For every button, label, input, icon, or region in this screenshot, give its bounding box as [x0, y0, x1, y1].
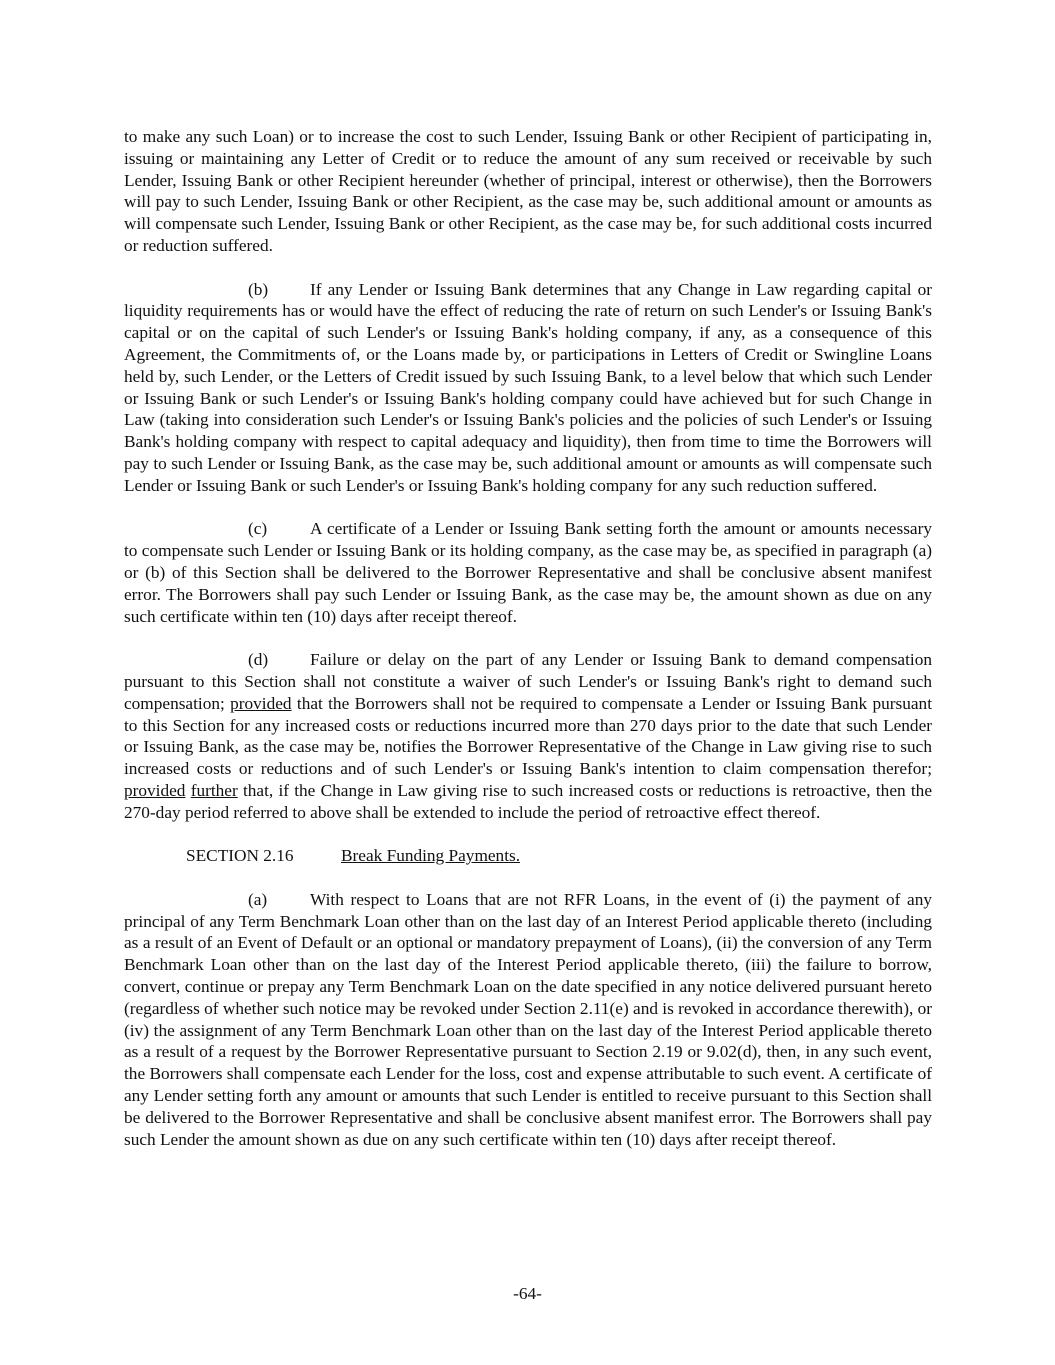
document-page — [124, 126, 932, 1172]
page-number: -64- — [513, 1284, 542, 1303]
paragraph-d-provided-2: provided — [124, 780, 186, 800]
paragraph-c — [124, 518, 932, 627]
paragraph-d-further: further — [190, 780, 238, 800]
section-title: Break Funding Payments. — [341, 846, 521, 866]
paragraph-d — [124, 649, 932, 823]
paragraph-d-text-2: that the Borrowers shall not be required to compensate a Lender or Issuing Bank pursuant to this Section for any increased costs or reductions incurred more than 270 days prior to the date that such Lender or Issuing Bank, as the case may be, notifies the Borrower Representative of the Change in Law giving rise to such increased costs or reductions and of such Lender's or Issuing Bank's intention to claim compensation therefor; — [124, 693, 932, 779]
section-paragraph-a-text: With respect to Loans that are not RFR Loans, in the event of (i) the payment of any principal of any Term Benchmark Loan other than on the last day of an Interest Period applicable thereto (including as a result of an Event of Default or an optional or mandatory prepayment of Loans), (ii) the conversion of any Term Benchmark Loan other than on the last day of the Interest Period applicable thereto, (iii) the failure to borrow, convert, continue or prepay any Term Benchmark Loan on the date specified in any notice delivered pursuant hereto (regardless of whether such notice may be revoked under Section 2.11(e) and is revoked in accordance therewith), or (iv) the assignment of any Term Benchmark Loan other than on the last day of the Interest Period applicable thereto as a result of a request by the Borrower Representative pursuant to Section 2.19 or 9.02(d), then, in any such event, the Borrowers shall compensate each Lender for the loss, cost and expense attributable to such event. A certificate of any Lender setting forth any amount or amounts that such Lender is entitled to receive pursuant to this Section shall be delivered to the Borrower Representative and shall be conclusive absent manifest error. The Borrowers shall pay such Lender the amount shown as due on any such certificate within ten (10) days after receipt thereof. — [124, 889, 932, 1149]
section-heading — [186, 845, 932, 867]
paragraph-continuation-text: to make any such Loan) or to increase the cost to such Lender, Issuing Bank or other Recipient of participating in, issuing or maintaining any Letter of Credit or to reduce the amount of any sum received or receivable by such Lender, Issuing Bank or other Recipient hereunder (whether of principal, interest or otherwise), then the Borrowers will pay to such Lender, Issuing Bank or other Recipient, as the case may be, such additional amount or amounts as will compensate such Lender, Issuing Bank or other Recipient, as the case may be, for such additional costs incurred or reduction suffered. — [124, 127, 932, 255]
section-paragraph-a — [124, 889, 932, 1151]
paragraph-d-text-1: Failure or delay on the part of any Lender or Issuing Bank to demand compensation pursuant to this Section shall not constitute a waiver of such Lender's or Issuing Bank's right to demand such compensation; — [124, 650, 932, 713]
paragraph-continuation — [124, 126, 932, 257]
paragraph-b-label: (b) — [248, 279, 269, 299]
paragraph-c-label: (c) — [248, 519, 268, 539]
paragraph-b-text: If any Lender or Issuing Bank determines that any Change in Law regarding capital or liquidity requirements has or would have the effect of reducing the rate of return on such Lender's or Issuing Bank's capital or on the capital of such Lender's or Issuing Bank's holding company, if any, as a consequence of this Agreement, the Commitments of, or the Loans made by, or participations in Letters of Credit or Swingline Loans held by, such Lender, or the Letters of Credit issued by such Issuing Bank, to a level below that which such Lender or Issuing Bank or such Lender's or Issuing Bank's holding company could have achieved but for such Change in Law (taking into consideration such Lender's or Issuing Bank's policies and the policies of such Lender's or Issuing Bank's holding company with respect to capital adequacy and liquidity), then from time to time the Borrowers will pay to such Lender or Issuing Bank, as the case may be, such additional amount or amounts as will compensate such Lender or Issuing Bank or such Lender's or Issuing Bank's holding company for any such reduction suffered. — [124, 279, 932, 495]
section-number: SECTION 2.16 — [186, 846, 294, 866]
paragraph-d-label: (d) — [248, 650, 269, 670]
section-paragraph-a-label: (a) — [248, 889, 268, 909]
paragraph-c-text: A certificate of a Lender or Issuing Bank setting forth the amount or amounts necessary to compensate such Lender or Issuing Bank or its holding company, as the case may be, as specified in paragraph (a) or (b) of this Section shall be delivered to the Borrower Representative and shall be conclusive absent manifest error. The Borrowers shall pay such Lender or Issuing Bank, as the case may be, the amount shown as due on any such certificate within ten (10) days after receipt thereof. — [124, 519, 932, 626]
paragraph-d-text-3: that, if the Change in Law giving rise to such increased costs or reductions is retroactive, then the 270-day period referred to above shall be extended to include the period of retroactive effect thereof. — [124, 780, 932, 822]
paragraph-b — [124, 279, 932, 497]
paragraph-d-provided-1: provided — [230, 693, 292, 713]
